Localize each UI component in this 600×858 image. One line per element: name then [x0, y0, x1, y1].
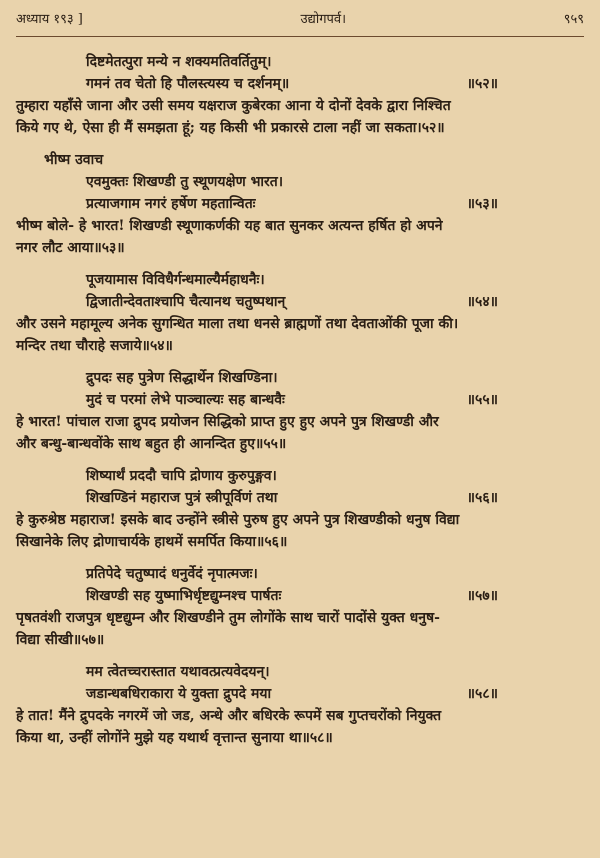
verse-line: मम त्वेतच्चरास्तात यथावत्प्रत्यवेदयन्। — [86, 664, 270, 680]
verse-line: दिष्टमेतत्पुरा मन्ये न शक्यमतिवर्तितुम्। — [86, 54, 272, 70]
page-number: ९५९ — [563, 12, 584, 27]
page-header — [16, 0, 584, 37]
verse-number: ॥५५॥ — [466, 392, 498, 408]
verse-line — [16, 585, 584, 607]
verse-number: ॥५३॥ — [466, 196, 498, 212]
translation-line: मन्दिर तथा चौराहे सजाये॥५४॥ — [16, 338, 173, 354]
verse-line: प्रतिपेदे चतुष्पादं धनुर्वेदं नृपात्मजः। — [86, 566, 258, 582]
translation-line: नगर लौट आया॥५३॥ — [16, 240, 125, 256]
verse-line: शिष्यार्थं प्रददौ चापि द्रोणाय कुरुपुङ्गव। — [86, 468, 277, 484]
verse-line — [16, 73, 584, 95]
verse-line: पूजयामास विविधैर्गन्धमाल्यैर्महाधनैः। — [86, 272, 265, 288]
translation-line: पृषतवंशी राजपुत्र धृष्टद्युम्न और शिखण्डीने तुम लोगोंके साथ चारों पादोंसे युक्त धनुष- — [16, 610, 440, 626]
verse-text: द्विजातीन्देवताश्चापि चैत्यानथ चतुष्पथान् — [86, 294, 286, 310]
verse-text: जडान्धबधिराकारा ये युक्ता द्रुपदे मया — [86, 686, 272, 702]
verse-text: प्रत्याजगाम नगरं हर्षेण महतान्वितः — [86, 196, 256, 212]
verse-line: एवमुक्तः शिखण्डी तु स्थूणयक्षेण भारत। — [86, 174, 284, 190]
translation-line: किये गए थे, ऐसा ही मैं समझता हूं; यह किसी भी प्रकारसे टाला नहीं जा सकता।५२॥ — [16, 120, 445, 136]
page-body — [16, 37, 584, 749]
translation-line: किया था, उन्हीं लोगोंने मुझे यह यथार्थ वृत्तान्त सुनाया था॥५८॥ — [16, 730, 333, 746]
verse-text: गमनं तव चेतो हि पौलस्त्यस्य च दर्शनम्॥ — [86, 76, 290, 92]
translation-line: हे कुरुश्रेष्ठ महाराज! इसके बाद उन्होंने स्त्रीसे पुरुष हुए अपने पुत्र शिखण्डीको धनुष विद्या — [16, 512, 460, 528]
verse-text: शिखण्डिनं महाराज पुत्रं स्त्रीपूर्विणं तथा — [86, 490, 278, 506]
translation-line: हे तात! मैंने द्रुपदके नगरमें जो जड, अन्धे और बधिरके रूपमें सब गुप्तचरोंको नियुक्त — [16, 708, 442, 724]
verse-number: ॥५२॥ — [466, 76, 498, 92]
verse-number: ॥५७॥ — [466, 588, 498, 604]
translation-line: हे भारत! पांचाल राजा द्रुपद प्रयोजन सिद्धिको प्राप्त हुए हुए अपने पुत्र शिखण्डी और — [16, 414, 439, 430]
verse-number: ॥५८॥ — [466, 686, 498, 702]
verse-number: ॥५४॥ — [466, 294, 498, 310]
verse-text: मुदं च परमां लेभे पाञ्चाल्यः सह बान्धवैः — [86, 392, 285, 408]
parva-title: उद्योगपर्व। — [300, 12, 347, 27]
verse-line — [16, 683, 584, 705]
verse-text: शिखण्डी सह युष्माभिर्धृष्टद्युम्नश्च पार्षतः — [86, 588, 282, 604]
verse-line: द्रुपदः सह पुत्रेण सिद्धार्थेन शिखण्डिना। — [86, 370, 278, 386]
verse-number: ॥५६॥ — [466, 490, 498, 506]
translation-line: तुम्हारा यहाँसे जाना और उसी समय यक्षराज कुबेरका आना ये दोनों देवके द्वारा निश्चित — [16, 98, 451, 114]
translation-line: विद्या सीखी॥५७॥ — [16, 632, 105, 648]
verse-line — [16, 291, 584, 313]
translation-line: और उसने महामूल्य अनेक सुगन्धित माला तथा धनसे ब्राह्मणों तथा देवताओंकी पूजा की। — [16, 316, 459, 332]
verse-line — [16, 389, 584, 411]
verse-line — [16, 487, 584, 509]
translation-line: सिखानेके लिए द्रोणाचार्यके हाथमें समर्पित किया॥५६॥ — [16, 534, 288, 550]
translation-line: और बन्धु-बान्धवोंके साथ बहुत ही आनन्दित हुए॥५५॥ — [16, 436, 287, 452]
speaker-heading: भीष्म उवाच — [44, 152, 104, 168]
chapter-number: अध्याय १९३ ] — [16, 12, 83, 27]
verse-line — [16, 193, 584, 215]
translation-line: भीष्म बोले- हे भारत! शिखण्डी स्थूणाकर्णकी यह बात सुनकर अत्यन्त हर्षित हो अपने — [16, 218, 443, 234]
